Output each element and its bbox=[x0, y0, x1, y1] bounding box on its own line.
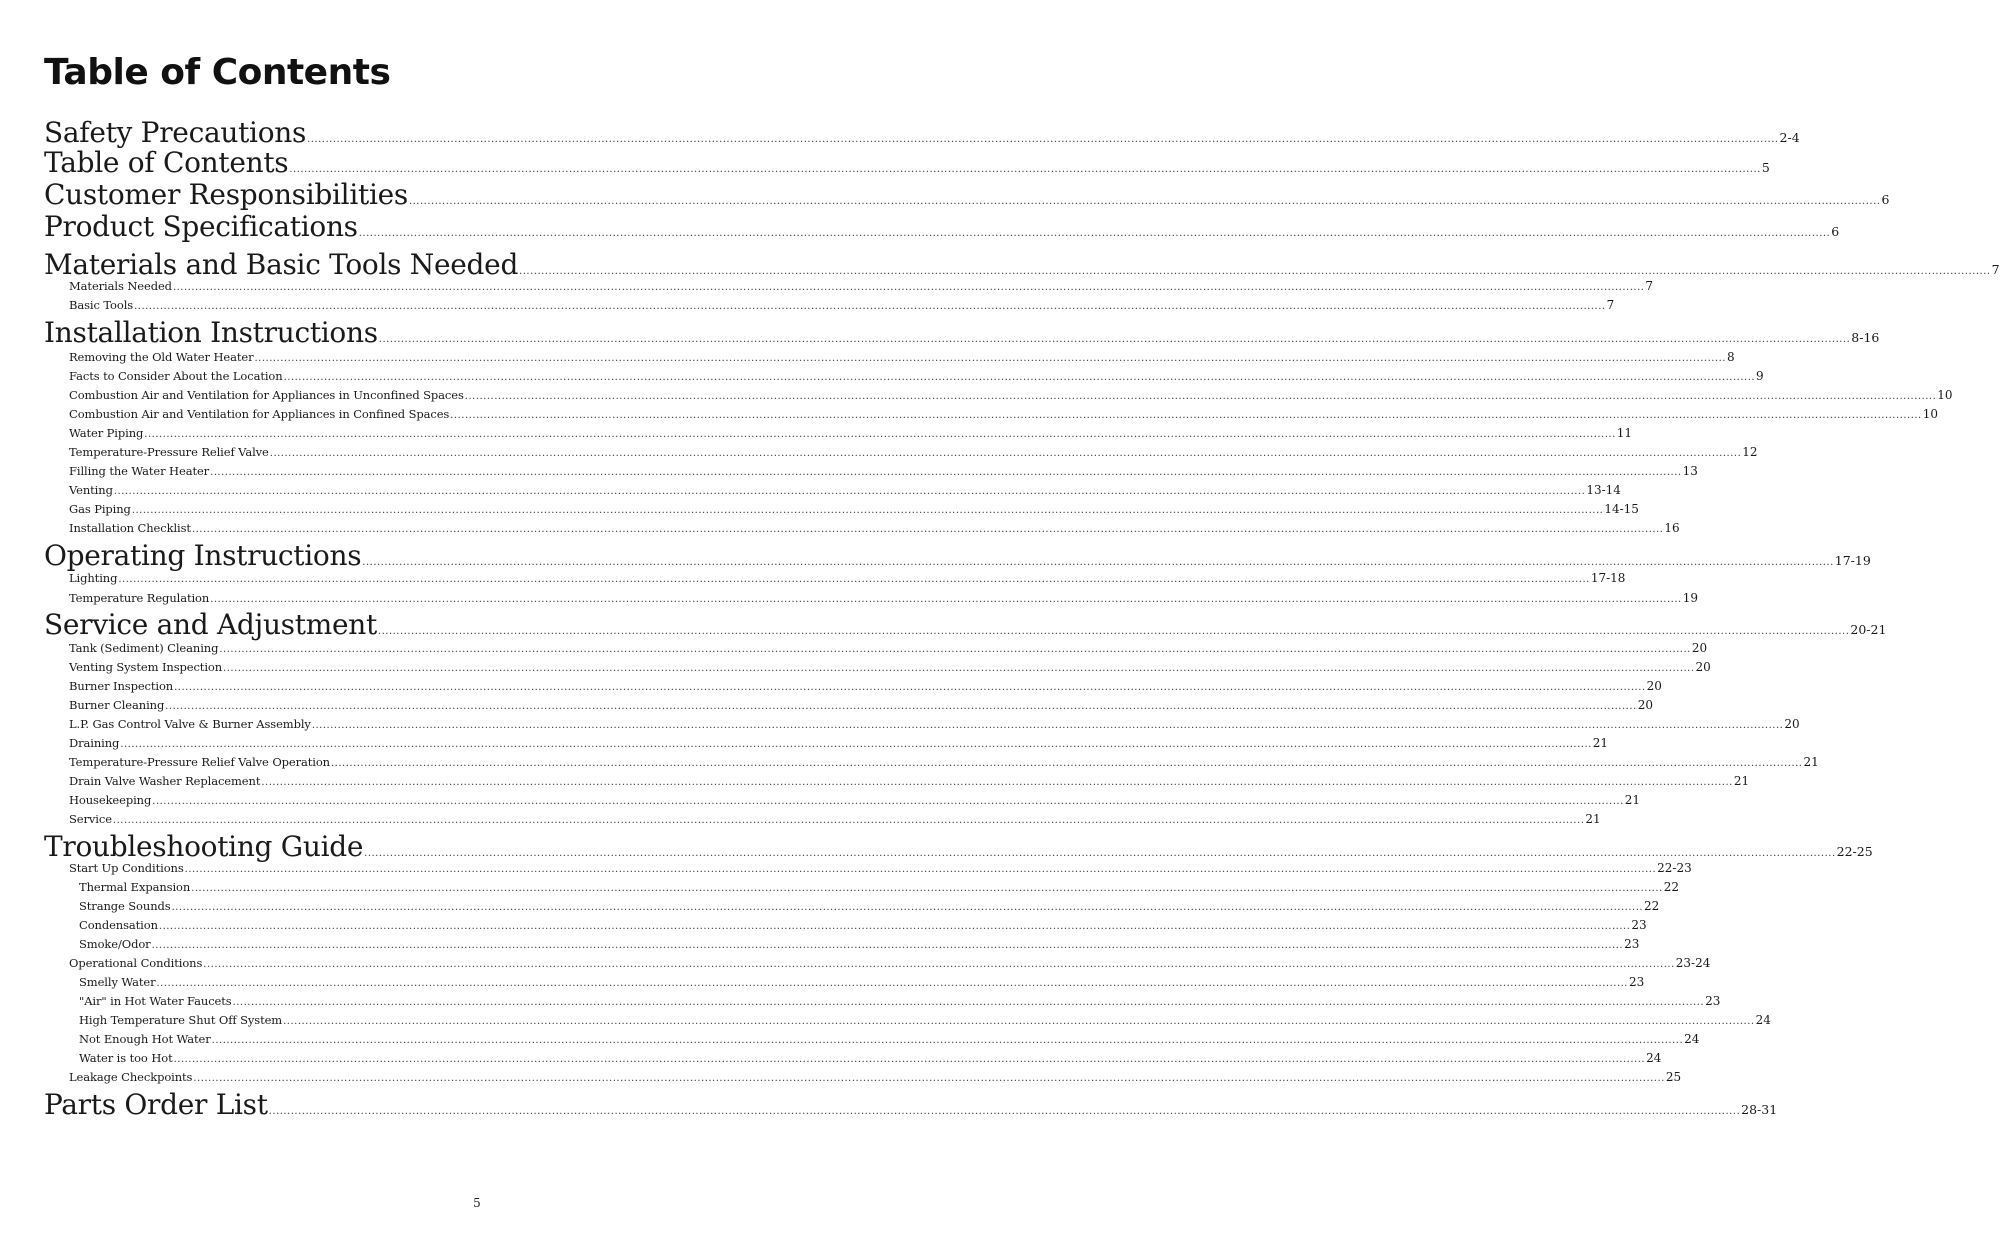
toc-entry-page: 23 bbox=[1705, 994, 1721, 1009]
toc-entry-page: 23-24 bbox=[1675, 956, 1711, 971]
toc-entry-page: 25 bbox=[1665, 1070, 1682, 1085]
toc-entry bbox=[69, 350, 1735, 365]
toc-entry bbox=[69, 1070, 1682, 1085]
dot-leader: ................................................................................................................................................................................................................................................................................................................................................................................................................ bbox=[377, 626, 1850, 638]
toc-entry-label: Safety Precautions bbox=[44, 116, 307, 150]
toc-entry-page: 19 bbox=[1682, 591, 1698, 606]
toc-entry-page: 23 bbox=[1624, 937, 1640, 952]
dot-leader: ................................................................................................................................................................................................................................................................................................................................................................................................................ bbox=[144, 429, 1616, 441]
toc-entry-label: Materials and Basic Tools Needed bbox=[44, 248, 519, 282]
dot-leader: ................................................................................................................................................................................................................................................................................................................................................................................................................ bbox=[358, 228, 1831, 240]
toc-entry bbox=[79, 994, 1721, 1009]
toc-entry bbox=[69, 812, 1601, 827]
toc-entry-label: Housekeeping bbox=[69, 793, 152, 808]
toc-entry-label: Water Piping bbox=[69, 426, 144, 441]
toc-entry-page: 13 bbox=[1682, 464, 1698, 479]
toc-entry-label: Smelly Water bbox=[79, 975, 156, 990]
toc-entry-label: Water is too Hot bbox=[79, 1051, 173, 1066]
toc-entry-label: Installation Instructions bbox=[44, 316, 378, 350]
toc-entry-page: 21 bbox=[1592, 736, 1609, 751]
toc-entry bbox=[69, 736, 1609, 751]
toc-entry bbox=[79, 918, 1647, 933]
toc-entry-page: 21 bbox=[1803, 755, 1819, 770]
toc-entry bbox=[69, 861, 1692, 876]
toc-entry bbox=[69, 407, 1939, 422]
toc-entry-page: 9 bbox=[1756, 369, 1764, 384]
dot-leader: ................................................................................................................................................................................................................................................................................................................................................................................................................ bbox=[219, 644, 1691, 656]
toc-entry-label: Thermal Expansion bbox=[79, 880, 191, 895]
dot-leader: ................................................................................................................................................................................................................................................................................................................................................................................................................ bbox=[165, 701, 1637, 713]
toc-entry bbox=[69, 717, 1800, 732]
toc-entry-label: Condensation bbox=[79, 918, 158, 933]
toc-entry bbox=[69, 698, 1653, 713]
dot-leader: ................................................................................................................................................................................................................................................................................................................................................................................................................ bbox=[261, 777, 1733, 789]
toc-entry-page: 17-18 bbox=[1590, 571, 1626, 586]
toc-entry bbox=[69, 483, 1621, 498]
toc-entry bbox=[69, 502, 1639, 517]
toc-entry bbox=[44, 1088, 1778, 1122]
dot-leader: ................................................................................................................................................................................................................................................................................................................................................................................................................ bbox=[211, 1035, 1684, 1047]
toc-entry-page: 23 bbox=[1628, 975, 1645, 990]
dot-leader: ................................................................................................................................................................................................................................................................................................................................................................................................................ bbox=[210, 467, 1682, 479]
dot-leader: ................................................................................................................................................................................................................................................................................................................................................................................................................ bbox=[193, 1073, 1665, 1085]
toc-entry-label: Draining bbox=[69, 736, 120, 751]
page-title: Table of Contents bbox=[44, 52, 391, 93]
dot-leader: ................................................................................................................................................................................................................................................................................................................................................................................................................ bbox=[254, 353, 1726, 365]
toc-entry-page: 22-25 bbox=[1836, 844, 1873, 860]
dot-leader: ................................................................................................................................................................................................................................................................................................................................................................................................................ bbox=[118, 574, 1590, 586]
toc-entry-label: Not Enough Hot Water bbox=[79, 1032, 211, 1047]
toc-entry bbox=[69, 679, 1662, 694]
toc-entry-label: Lighting bbox=[69, 571, 118, 586]
toc-entry bbox=[79, 1013, 1771, 1028]
toc-entry-label: Installation Checklist bbox=[69, 521, 191, 536]
toc-entry-page: 10 bbox=[1937, 388, 1953, 403]
toc-entry-page: 17-19 bbox=[1834, 553, 1871, 569]
dot-leader: ................................................................................................................................................................................................................................................................................................................................................................................................................ bbox=[113, 486, 1586, 498]
dot-leader: ................................................................................................................................................................................................................................................................................................................................................................................................................ bbox=[172, 282, 1645, 294]
toc-entry bbox=[69, 464, 1698, 479]
toc-entry-label: L.P. Gas Control Valve & Burner Assembly bbox=[69, 717, 311, 732]
toc-entry bbox=[44, 248, 2000, 282]
toc-entry bbox=[69, 369, 1764, 384]
toc-entry-page: 12 bbox=[1742, 445, 1758, 460]
dot-leader: ................................................................................................................................................................................................................................................................................................................................................................................................................ bbox=[289, 164, 1761, 176]
toc-entry-page: 6 bbox=[1831, 224, 1840, 240]
toc-entry-page: 22 bbox=[1644, 899, 1660, 914]
toc-entry-page: 7 bbox=[1606, 298, 1615, 313]
toc-entry bbox=[69, 298, 1615, 313]
dot-leader: ................................................................................................................................................................................................................................................................................................................................................................................................................ bbox=[283, 372, 1756, 384]
toc-entry-page: 21 bbox=[1733, 774, 1750, 789]
dot-leader: ................................................................................................................................................................................................................................................................................................................................................................................................................ bbox=[134, 301, 1606, 313]
toc-entry-label: "Air" in Hot Water Faucets bbox=[79, 994, 232, 1009]
toc-entry-label: Strange Sounds bbox=[79, 899, 171, 914]
toc-entry-label: Basic Tools bbox=[69, 298, 134, 313]
toc-entry-label: Operational Conditions bbox=[69, 956, 203, 971]
dot-leader: ................................................................................................................................................................................................................................................................................................................................................................................................................ bbox=[311, 720, 1784, 732]
dot-leader: ................................................................................................................................................................................................................................................................................................................................................................................................................ bbox=[210, 594, 1682, 606]
toc-entry bbox=[69, 591, 1698, 606]
toc-entry bbox=[69, 426, 1633, 441]
toc-entry-label: Combustion Air and Ventilation for Appliances in Unconfined Spaces bbox=[69, 388, 464, 403]
toc-entry bbox=[44, 539, 1871, 573]
dot-leader: ................................................................................................................................................................................................................................................................................................................................................................................................................ bbox=[268, 1106, 1741, 1118]
dot-leader: ................................................................................................................................................................................................................................................................................................................................................................................................................ bbox=[450, 410, 1922, 422]
toc-entry-label: Materials Needed bbox=[69, 279, 172, 294]
toc-entry bbox=[69, 445, 1758, 460]
toc-entry bbox=[69, 774, 1750, 789]
toc-entry-page: 11 bbox=[1616, 426, 1633, 441]
dot-leader: ................................................................................................................................................................................................................................................................................................................................................................................................................ bbox=[191, 524, 1664, 536]
dot-leader: ................................................................................................................................................................................................................................................................................................................................................................................................................ bbox=[232, 997, 1705, 1009]
dot-leader: ................................................................................................................................................................................................................................................................................................................................................................................................................ bbox=[131, 505, 1604, 517]
toc-entry-label: Leakage Checkpoints bbox=[69, 1070, 193, 1085]
dot-leader: ................................................................................................................................................................................................................................................................................................................................................................................................................ bbox=[151, 940, 1624, 952]
toc-entry bbox=[69, 660, 1711, 675]
dot-leader: ................................................................................................................................................................................................................................................................................................................................................................................................................ bbox=[307, 134, 1779, 146]
toc-entry bbox=[44, 210, 1840, 244]
dot-leader: ................................................................................................................................................................................................................................................................................................................................................................................................................ bbox=[378, 334, 1851, 346]
toc-entry-label: Parts Order List bbox=[44, 1088, 268, 1122]
toc-entry-page: 20 bbox=[1784, 717, 1800, 732]
toc-entry-label: Table of Contents bbox=[44, 146, 289, 180]
toc-entry-page: 20 bbox=[1691, 641, 1708, 656]
toc-entry-page: 20-21 bbox=[1850, 622, 1887, 638]
dot-leader: ................................................................................................................................................................................................................................................................................................................................................................................................................ bbox=[362, 557, 1834, 569]
toc-entry-label: Temperature-Pressure Relief Valve bbox=[69, 445, 269, 460]
toc-entry-label: Venting bbox=[69, 483, 113, 498]
toc-entry-label: Burner Cleaning bbox=[69, 698, 165, 713]
dot-leader: ................................................................................................................................................................................................................................................................................................................................................................................................................ bbox=[156, 978, 1628, 990]
toc-entry-page: 22-23 bbox=[1657, 861, 1692, 876]
toc-entry-page: 7 bbox=[1645, 279, 1654, 294]
dot-leader: ................................................................................................................................................................................................................................................................................................................................................................................................................ bbox=[173, 1054, 1646, 1066]
toc-entry bbox=[44, 316, 1880, 350]
toc-entry-label: Start Up Conditions bbox=[69, 861, 184, 876]
toc-entry-page: 2-4 bbox=[1779, 130, 1800, 146]
dot-leader: ................................................................................................................................................................................................................................................................................................................................................................................................................ bbox=[191, 883, 1663, 895]
toc-entry bbox=[69, 571, 1626, 586]
toc-entry bbox=[44, 178, 1890, 212]
toc-entry bbox=[69, 521, 1680, 536]
toc-entry-label: Temperature Regulation bbox=[69, 591, 210, 606]
toc-entry bbox=[44, 830, 1873, 864]
dot-leader: ................................................................................................................................................................................................................................................................................................................................................................................................................ bbox=[174, 682, 1646, 694]
toc-entry-label: Facts to Consider About the Location bbox=[69, 369, 283, 384]
toc-entry-label: Service bbox=[69, 812, 112, 827]
toc-entry bbox=[79, 937, 1640, 952]
dot-leader: ................................................................................................................................................................................................................................................................................................................................................................................................................ bbox=[120, 739, 1592, 751]
toc-entry bbox=[79, 975, 1645, 990]
toc-entry-label: Filling the Water Heater bbox=[69, 464, 210, 479]
dot-leader: ................................................................................................................................................................................................................................................................................................................................................................................................................ bbox=[223, 663, 1695, 675]
dot-leader: ................................................................................................................................................................................................................................................................................................................................................................................................................ bbox=[283, 1016, 1755, 1028]
dot-leader: ................................................................................................................................................................................................................................................................................................................................................................................................................ bbox=[184, 864, 1657, 876]
toc-entry-label: Customer Responsibilities bbox=[44, 178, 408, 212]
dot-leader: ................................................................................................................................................................................................................................................................................................................................................................................................................ bbox=[171, 902, 1644, 914]
dot-leader: ................................................................................................................................................................................................................................................................................................................................................................................................................ bbox=[364, 848, 1836, 860]
toc-entry-page: 6 bbox=[1881, 192, 1890, 208]
toc-entry-page: 8 bbox=[1726, 350, 1735, 365]
toc-entry bbox=[44, 146, 1770, 180]
toc-entry bbox=[79, 880, 1679, 895]
toc-entry bbox=[69, 641, 1708, 656]
toc-entry bbox=[69, 793, 1641, 808]
dot-leader: ................................................................................................................................................................................................................................................................................................................................................................................................................ bbox=[152, 796, 1624, 808]
toc-entry-label: Temperature-Pressure Relief Valve Operation bbox=[69, 755, 330, 770]
toc-entry-label: Burner Inspection bbox=[69, 679, 174, 694]
toc-entry-label: Removing the Old Water Heater bbox=[69, 350, 254, 365]
toc-entry-page: 13-14 bbox=[1586, 483, 1621, 498]
toc-entry-label: Smoke/Odor bbox=[79, 937, 151, 952]
page-number: 5 bbox=[473, 1196, 481, 1210]
toc-entry bbox=[69, 388, 1953, 403]
toc-entry-page: 20 bbox=[1637, 698, 1653, 713]
toc-entry-label: Combustion Air and Ventilation for Appliances in Confined Spaces bbox=[69, 407, 450, 422]
toc-entry-label: Operating Instructions bbox=[44, 539, 362, 573]
dot-leader: ................................................................................................................................................................................................................................................................................................................................................................................................................ bbox=[519, 266, 1991, 278]
toc-entry-page: 20 bbox=[1646, 679, 1662, 694]
toc-entry bbox=[44, 608, 1887, 642]
dot-leader: ................................................................................................................................................................................................................................................................................................................................................................................................................ bbox=[464, 391, 1937, 403]
dot-leader: ................................................................................................................................................................................................................................................................................................................................................................................................................ bbox=[269, 448, 1742, 460]
dot-leader: ................................................................................................................................................................................................................................................................................................................................................................................................................ bbox=[408, 196, 1881, 208]
toc-entry bbox=[69, 279, 1654, 294]
toc-entry-label: Drain Valve Washer Replacement bbox=[69, 774, 261, 789]
toc-entry-label: Tank (Sediment) Cleaning bbox=[69, 641, 219, 656]
toc-entry-page: 5 bbox=[1761, 160, 1770, 176]
toc-entry bbox=[44, 116, 1800, 150]
toc-entry-label: Gas Piping bbox=[69, 502, 131, 517]
dot-leader: ................................................................................................................................................................................................................................................................................................................................................................................................................ bbox=[203, 959, 1675, 971]
toc-entry bbox=[79, 1032, 1700, 1047]
toc-entry-page: 24 bbox=[1646, 1051, 1662, 1066]
toc-entry bbox=[79, 1051, 1662, 1066]
toc-entry-page: 22 bbox=[1663, 880, 1679, 895]
toc-entry bbox=[79, 899, 1660, 914]
toc-entry-page: 10 bbox=[1922, 407, 1939, 422]
toc-entry-page: 7 bbox=[1991, 262, 2000, 278]
toc-entry-page: 24 bbox=[1755, 1013, 1771, 1028]
dot-leader: ................................................................................................................................................................................................................................................................................................................................................................................................................ bbox=[331, 758, 1803, 770]
toc-entry-page: 20 bbox=[1695, 660, 1711, 675]
toc-entry-page: 28-31 bbox=[1741, 1102, 1778, 1118]
toc-entry-page: 21 bbox=[1624, 793, 1641, 808]
toc-entry-label: Service and Adjustment bbox=[44, 608, 377, 642]
toc-entry-label: Product Specifications bbox=[44, 210, 358, 244]
toc-entry bbox=[69, 956, 1711, 971]
toc-entry bbox=[69, 755, 1819, 770]
toc-entry-page: 16 bbox=[1664, 521, 1680, 536]
toc-entry-page: 23 bbox=[1631, 918, 1647, 933]
dot-leader: ................................................................................................................................................................................................................................................................................................................................................................................................................ bbox=[112, 815, 1585, 827]
toc-entry-label: Venting System Inspection bbox=[69, 660, 223, 675]
toc-entry-label: Troubleshooting Guide bbox=[44, 830, 364, 864]
toc-entry-page: 14-15 bbox=[1604, 502, 1639, 517]
toc-entry-label: High Temperature Shut Off System bbox=[79, 1013, 283, 1028]
toc-entry-page: 8-16 bbox=[1851, 330, 1880, 346]
toc-entry-page: 21 bbox=[1585, 812, 1601, 827]
toc-entry-page: 24 bbox=[1684, 1032, 1700, 1047]
dot-leader: ................................................................................................................................................................................................................................................................................................................................................................................................................ bbox=[158, 921, 1631, 933]
